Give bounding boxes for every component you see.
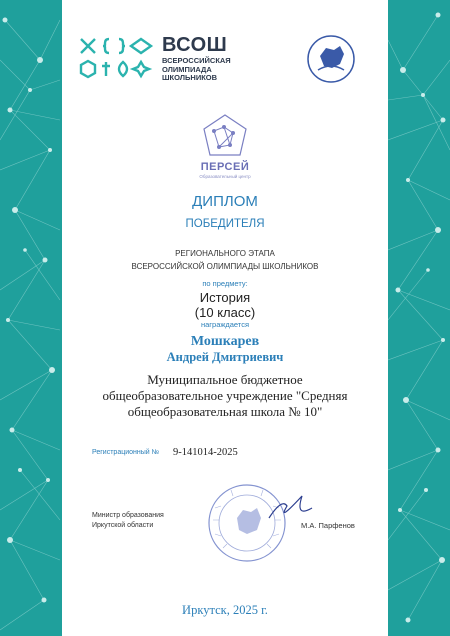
left-border-pattern: [0, 0, 62, 636]
diploma-title: ДИПЛОМ: [192, 193, 258, 210]
school-line: общеобразовательное учреждение "Средняя: [102, 388, 348, 403]
ministry-emblem-icon: [306, 34, 356, 84]
diploma-paper: [62, 0, 388, 636]
school-line: общеобразовательная школа № 10": [127, 404, 323, 419]
school-name: [62, 372, 388, 420]
place-date: Иркутск, 2025 г.: [182, 603, 268, 617]
vsosh-subtitle-line: ШКОЛЬНИКОВ: [162, 73, 218, 82]
subject: История: [199, 290, 251, 305]
stage-line-2: ВСЕРОССИЙСКОЙ ОЛИМПИАДЫ ШКОЛЬНИКОВ: [131, 262, 319, 271]
right-border-pattern: [388, 0, 450, 636]
school-line: Муниципальное бюджетное: [147, 372, 303, 387]
signatory-name: М.А. Парфенов: [301, 521, 355, 530]
awarded-label: награждается: [200, 320, 250, 329]
reg-label: Регистрационный №: [92, 449, 160, 456]
grade: (10 класс): [194, 305, 256, 320]
stage-line-1: РЕГИОНАЛЬНОГО ЭТАПА: [175, 249, 275, 258]
vsosh-title: ВСОШ: [162, 34, 228, 56]
signatory-position-line: Министр образования: [92, 512, 164, 519]
perseus-name: ПЕРСЕЙ: [200, 161, 250, 173]
perseus-logo-icon: [200, 113, 250, 161]
vsosh-logo-icon: [78, 36, 154, 80]
diploma-rank: ПОБЕДИТЕЛЯ: [185, 218, 265, 230]
winner-surname: Мошкарев: [190, 334, 260, 349]
signatory-position-line: Иркутской области: [92, 522, 154, 529]
winner-name: Андрей Дмитриевич: [166, 350, 284, 364]
vsosh-subtitle-line: ОЛИМПИАДА: [162, 64, 212, 74]
signatory-position: [92, 511, 164, 531]
reg-number: 9-141014-2025: [173, 447, 238, 458]
vsosh-subtitle-line: ВСЕРОССИЙСКАЯ: [162, 56, 231, 65]
perseus-subtitle: Образовательный центр: [199, 174, 251, 179]
subject-label: по предмету:: [202, 279, 248, 288]
vsosh-subtitle: [162, 57, 231, 83]
